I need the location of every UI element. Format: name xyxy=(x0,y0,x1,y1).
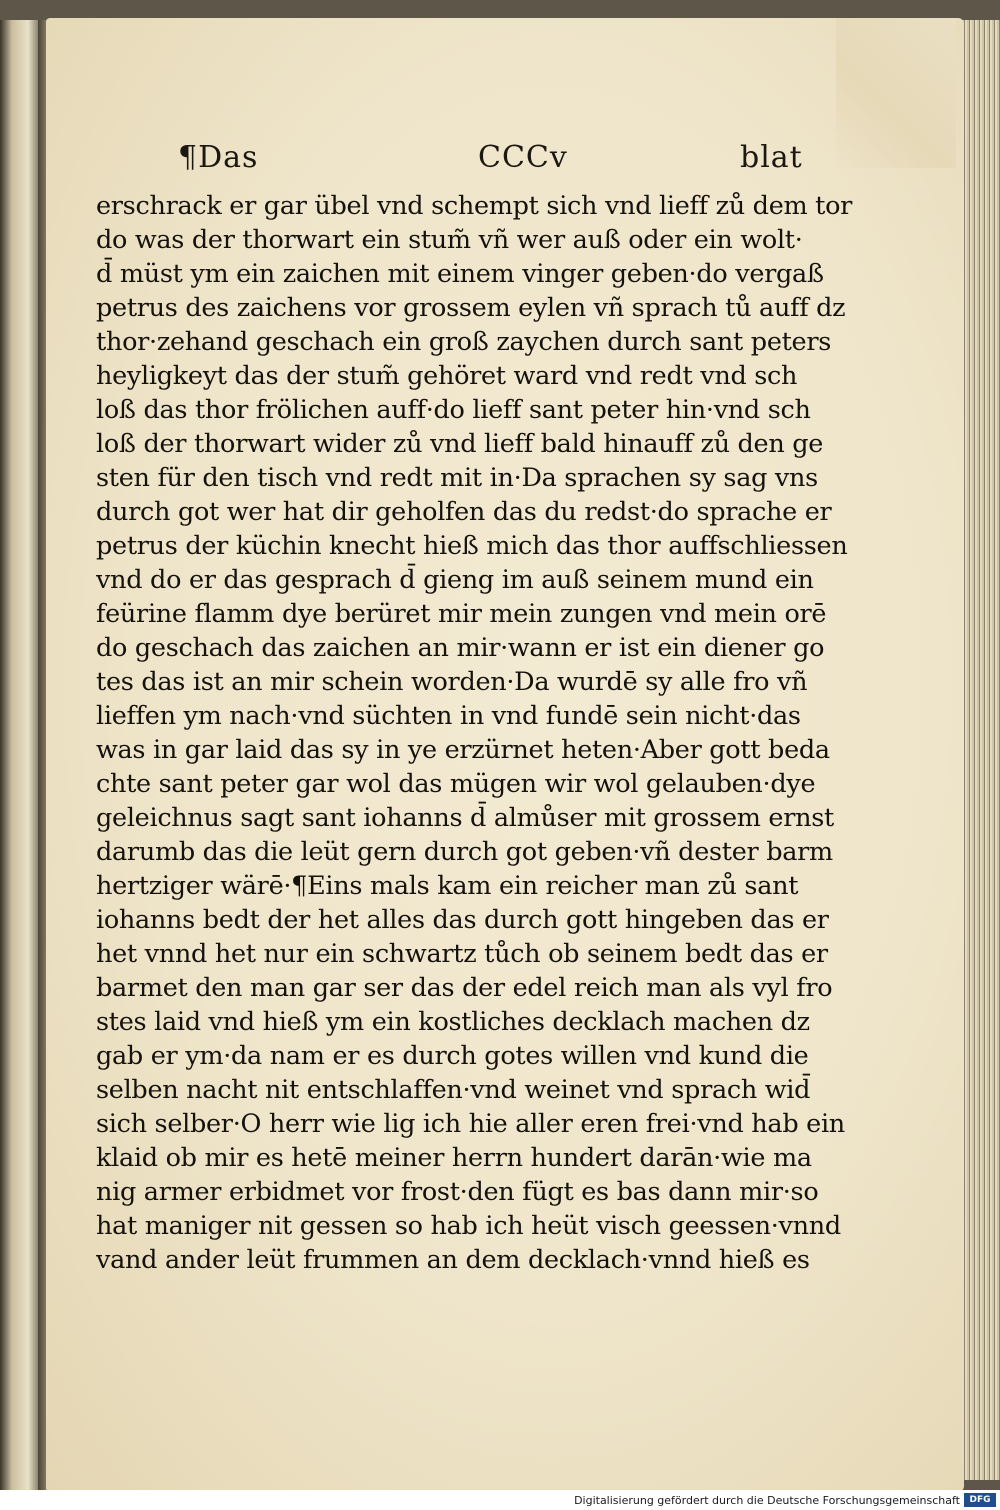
text-line: selben nacht nit entschlaffen·vnd weinet vnd sprach wid̄ xyxy=(96,1075,811,1105)
text-line: nig armer erbidmet vor frost·den fügt es bas dann mir·so xyxy=(96,1177,819,1207)
text-line: chte sant peter gar wol das mügen wir wol gelauben·dye xyxy=(96,769,816,799)
running-header xyxy=(178,140,838,184)
header-section-title: ¶Das xyxy=(178,140,259,175)
text-line: loß der thorwart wider zů vnd lieff bald hinauff zů den ge xyxy=(96,429,824,459)
folio-number: CCCv xyxy=(478,140,568,175)
facing-page-edge xyxy=(0,20,40,1490)
text-line: was in gar laid das sy in ye erzürnet heten·Aber gott beda xyxy=(96,735,830,765)
text-column xyxy=(96,188,856,1280)
dfg-logo: DFG xyxy=(964,1493,996,1507)
text-line: do geschach das zaichen an mir·wann er ist ein diener go xyxy=(96,633,825,663)
text-line: het vnnd het nur ein schwartz tůch ob seinem bedt das er xyxy=(96,939,828,969)
text-line: erschrack er gar übel vnd schempt sich vnd lieff zů dem tor xyxy=(96,191,853,221)
text-line: iohanns bedt der het alles das durch gott hingeben das er xyxy=(96,905,829,935)
text-line: darumb das die leüt gern durch got geben·vñ dester barm xyxy=(96,837,833,867)
text-line: vnd do er das gesprach d̄ gieng im auß seinem mund ein xyxy=(96,565,814,595)
text-line: thor·zehand geschach ein groß zaychen durch sant peters xyxy=(96,327,832,357)
text-line: vand ander leüt frummen an dem decklach·vnnd hieß es xyxy=(96,1245,810,1275)
text-line: gab er ym·da nam er es durch gotes willen vnd kund die xyxy=(96,1041,809,1071)
text-line: do was der thorwart ein stum̃ vñ wer auß oder ein wolt· xyxy=(96,225,803,255)
header-blat-label: blat xyxy=(740,140,803,175)
text-line: hertziger wärē·¶Eins mals kam ein reicher man zů sant xyxy=(96,871,799,901)
text-line: durch got wer hat dir geholfen das du redst·do sprache er xyxy=(96,497,832,527)
text-line: heyligkeyt das der stum̃ gehöret ward vnd redt vnd sch xyxy=(96,361,798,391)
text-line: feürine flamm dye berüret mir mein zungen vnd mein orē xyxy=(96,599,827,629)
text-line: loß das thor frölichen auff·do lieff sant peter hin·vnd sch xyxy=(96,395,811,425)
text-line: sten für den tisch vnd redt mit in·Da sprachen sy sag vns xyxy=(96,463,818,493)
text-line: petrus der küchin knecht hieß mich das thor auffschliessen xyxy=(96,531,848,561)
funding-credit: Digitalisierung gefördert durch die Deutsche Forschungsgemeinschaft xyxy=(574,1494,960,1507)
digitization-footer xyxy=(0,1490,1000,1510)
text-line: barmet den man gar ser das der edel reich man als vyl fro xyxy=(96,973,833,1003)
text-line: d̄ müst ym ein zaichen mit einem vinger geben·do vergaß xyxy=(96,259,824,289)
text-line: petrus des zaichens vor grossem eylen vñ sprach tů auff dz xyxy=(96,293,846,323)
text-line: sich selber·O herr wie lig ich hie aller eren frei·vnd hab ein xyxy=(96,1109,845,1139)
text-line: geleichnus sagt sant iohanns d̄ almůser mit grossem ernst xyxy=(96,803,834,833)
page-corner-fold xyxy=(836,18,956,168)
text-line: stes laid vnd hieß ym ein kostliches decklach machen dz xyxy=(96,1007,810,1037)
text-line: klaid ob mir es hetē meiner herrn hundert darān·wie ma xyxy=(96,1143,812,1173)
text-line: lieffen ym nach·vnd süchten in vnd fundē sein nicht·das xyxy=(96,701,801,731)
text-line: tes das ist an mir schein worden·Da wurdē sy alle fro vñ xyxy=(96,667,808,697)
text-line: hat maniger nit gessen so hab ich heüt visch geessen·vnnd xyxy=(96,1211,841,1241)
